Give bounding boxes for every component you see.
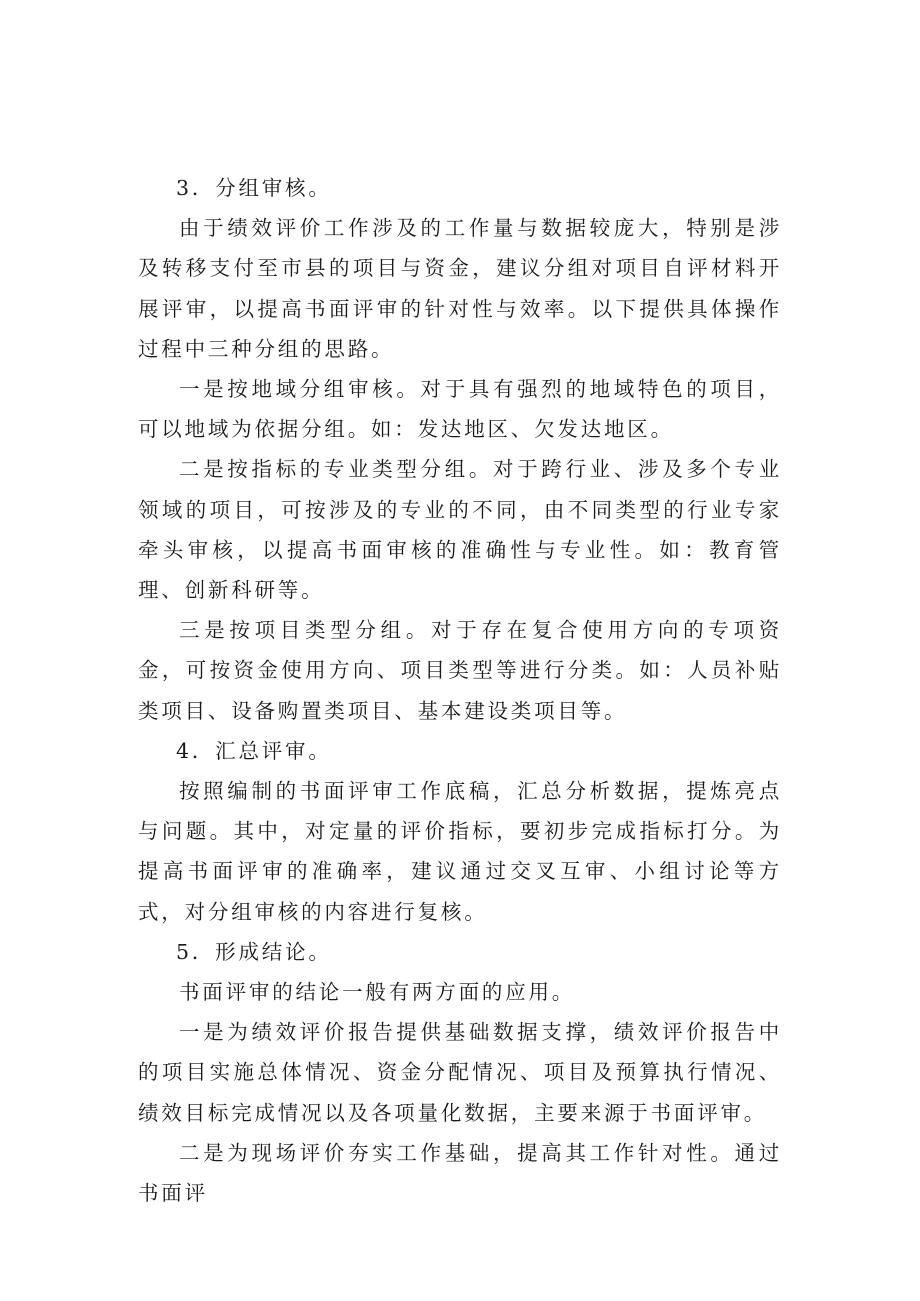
paragraph-conclusion-intro: 书面评审的结论一般有两方面的应用。 xyxy=(179,980,576,1005)
paragraph-conclusion-onsite: 二是为现场评价夯实工作基础，提高其工作针对性。通过书面评 xyxy=(138,1140,782,1206)
section-heading-5: 5．形成结论。 xyxy=(176,939,332,964)
paragraph-summary-review: 按照编制的书面评审工作底稿，汇总分析数据，提炼亮点与问题。其中，对定量的评价指标，要初步完成指标打分。为提高书面评审的准确率，建议通过交叉互审、小组讨论等方式，对分组审核的内容进行复核。 xyxy=(138,779,782,924)
section-heading-3: 3．分组审核。 xyxy=(176,176,332,200)
section-heading-4: 4．汇总评审。 xyxy=(176,738,332,763)
paragraph-grouping-intro: 由于绩效评价工作涉及的工作量与数据较庞大，特别是涉及转移支付至市县的项目与资金，建议分组对项目自评材料开展评审，以提高书面评审的针对性与效率。以下提供具体操作过程中三种分组的思路。 xyxy=(138,216,782,361)
paragraph-group-by-project-type: 三是按项目类型分组。对于存在复合使用方向的专项资金，可按资金使用方向、项目类型等进行分类。如：人员补贴类项目、设备购置类项目、基本建设类项目等。 xyxy=(138,618,782,723)
paragraph-group-by-region: 一是按地域分组审核。对于具有强烈的地域特色的项目，可以地域为依据分组。如：发达地区、欠发达地区。 xyxy=(138,377,782,442)
paragraph-group-by-indicator-type: 二是按指标的专业类型分组。对于跨行业、涉及多个专业领域的项目，可按涉及的专业的不同，由不同类型的行业专家牵头审核，以提高书面审核的准确性与专业性。如：教育管理、创新科研等。 xyxy=(138,457,782,603)
document-body xyxy=(138,168,782,1213)
paragraph-conclusion-report: 一是为绩效评价报告提供基础数据支撑，绩效评价报告中的项目实施总体情况、资金分配情况、项目及预算执行情况、绩效目标完成情况以及各项量化数据，主要来源于书面评审。 xyxy=(138,1020,782,1125)
